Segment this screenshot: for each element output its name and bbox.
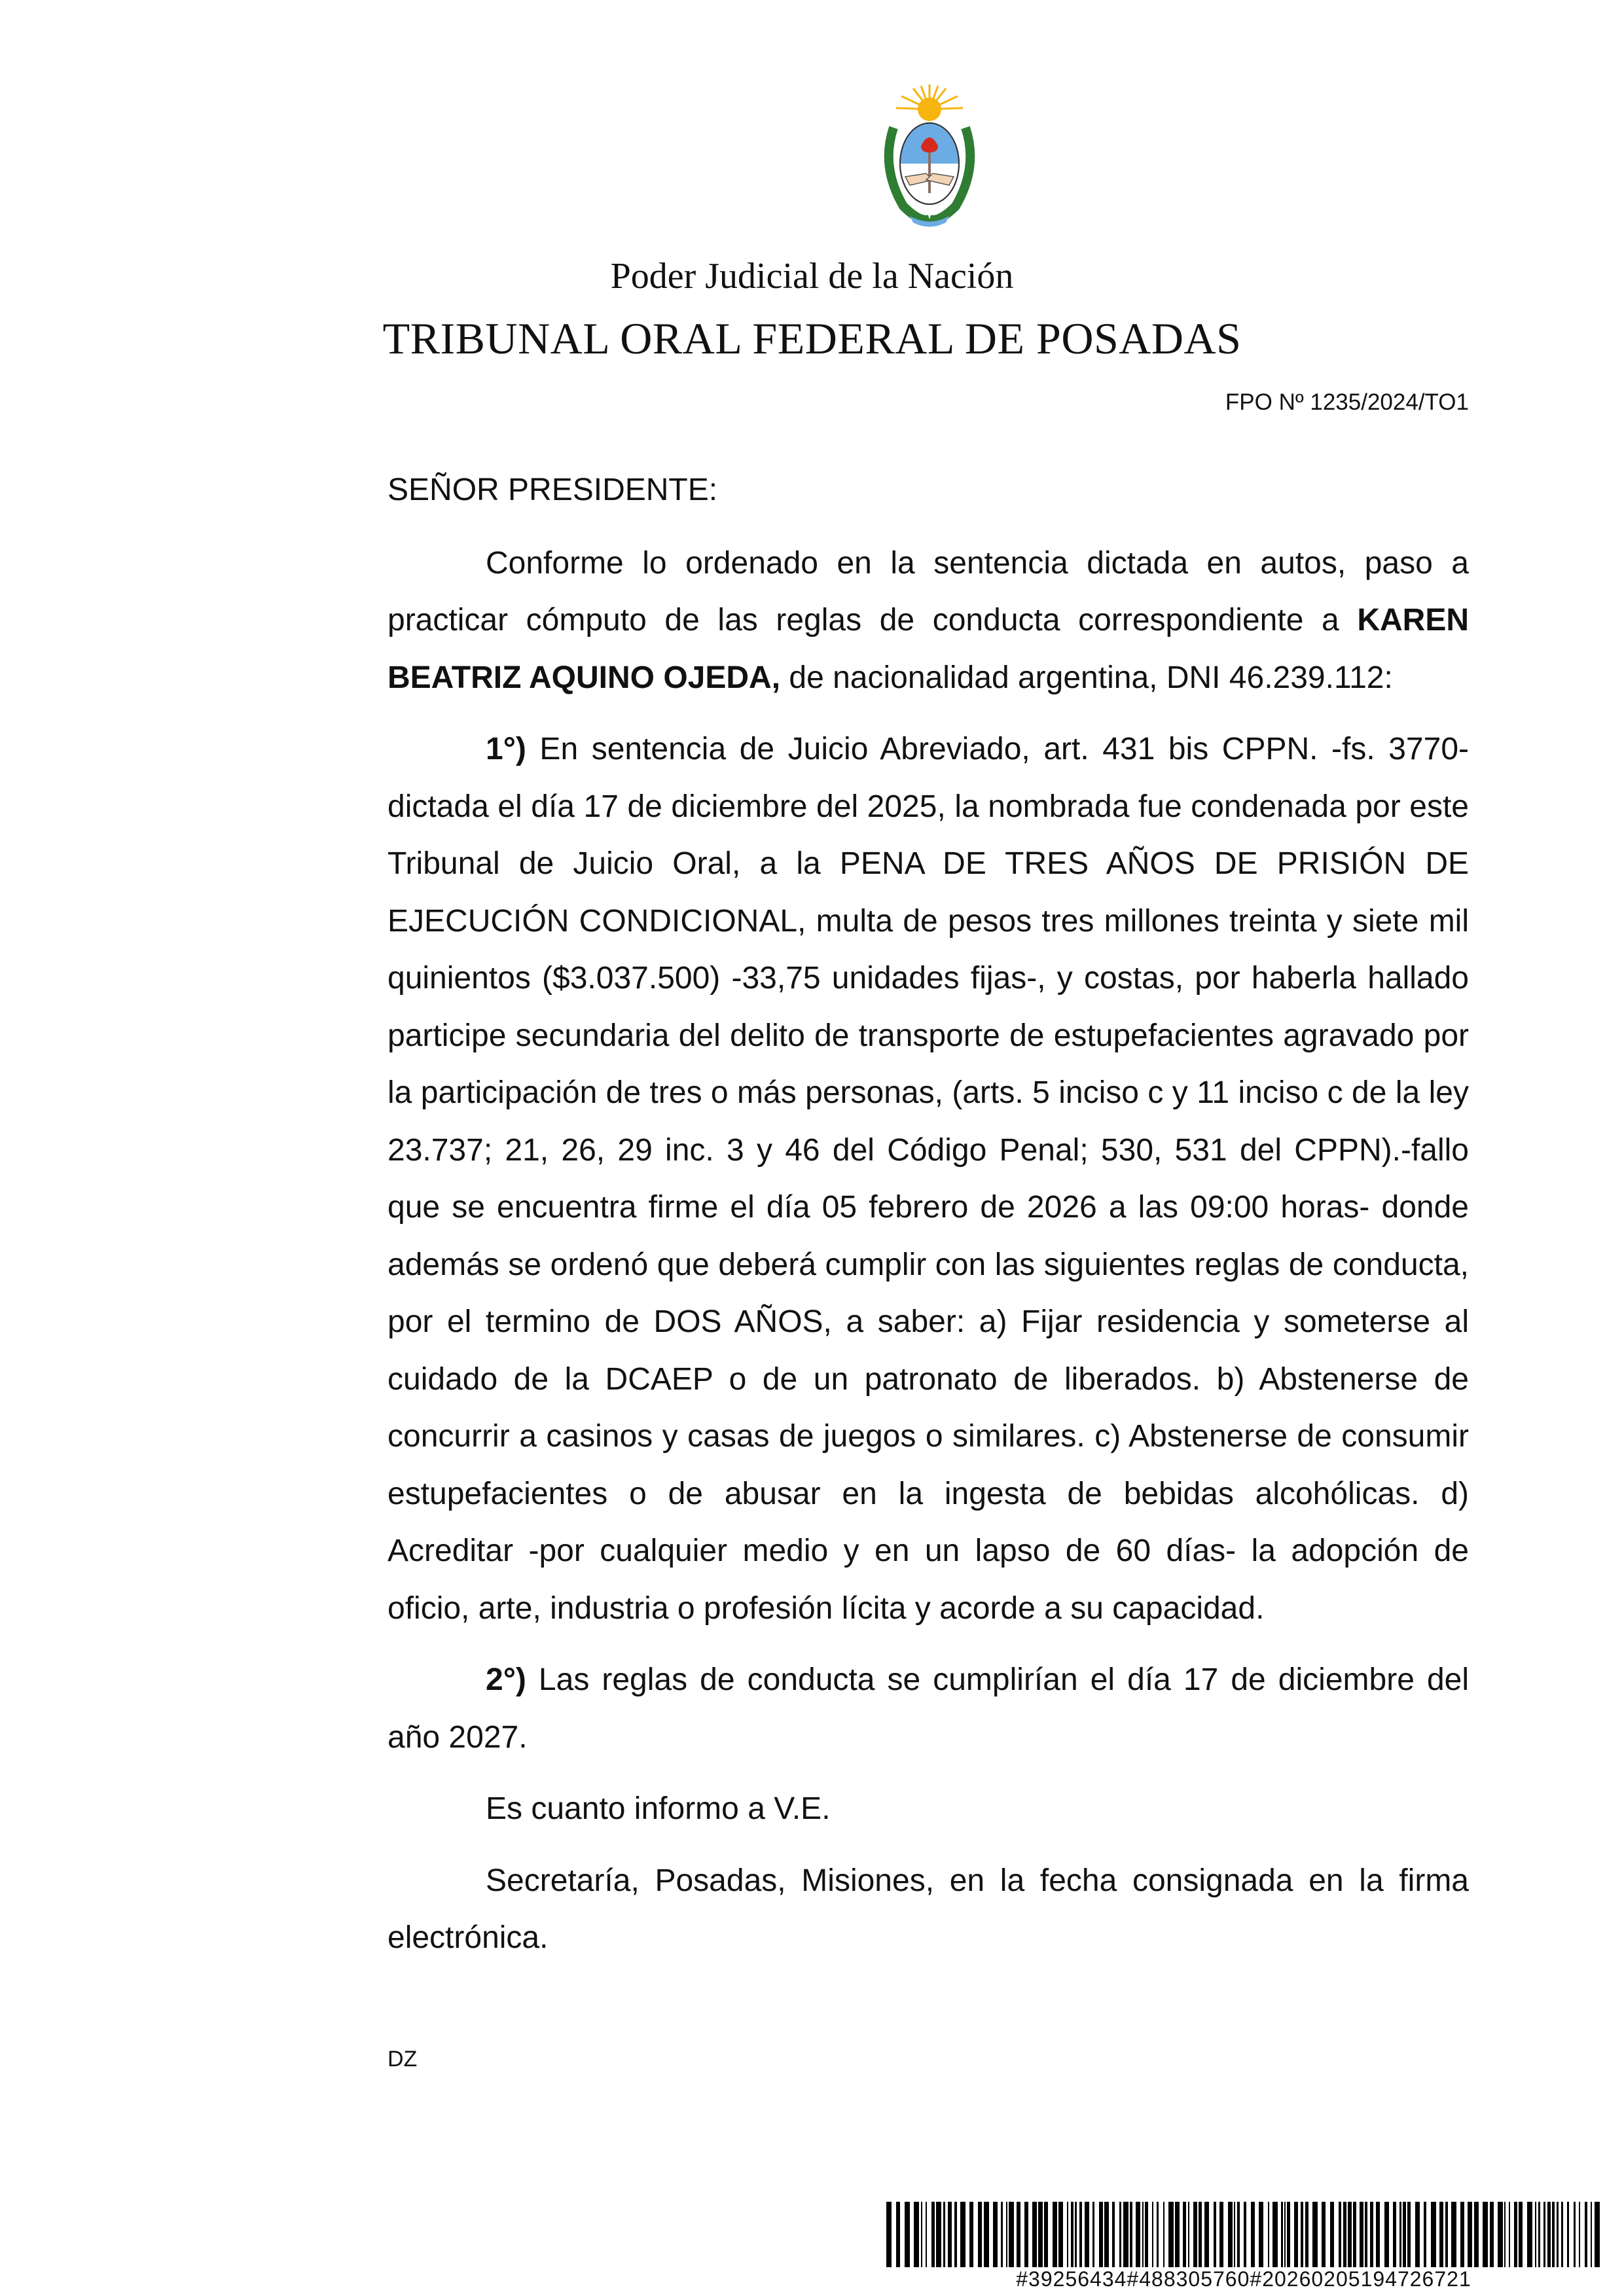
barcode-bar — [1468, 2202, 1472, 2267]
barcode-bar — [1490, 2202, 1494, 2267]
barcode-bar — [1561, 2202, 1563, 2267]
barcode-bar — [1445, 2202, 1448, 2267]
barcode-bar — [1112, 2202, 1115, 2267]
barcode-bar — [1219, 2202, 1223, 2267]
barcode-bar — [1353, 2202, 1356, 2267]
barcode-bar — [1504, 2202, 1506, 2267]
barcode-bar — [1339, 2202, 1341, 2267]
barcode-bar — [905, 2202, 910, 2267]
barcode-bar — [1322, 2202, 1326, 2267]
document-body — [388, 461, 1469, 1967]
item-2-paragraph — [388, 1651, 1469, 1766]
barcode-bar — [1058, 2202, 1063, 2267]
item-1-number: 1°) — [486, 732, 526, 766]
barcode-bar — [1199, 2202, 1202, 2267]
barcode-bar — [1585, 2202, 1587, 2267]
barcode-bar — [1228, 2202, 1233, 2267]
barcode-bar — [954, 2202, 957, 2267]
barcode-bar — [1407, 2202, 1411, 2267]
barcode-bar — [1514, 2202, 1517, 2267]
barcode — [884, 2202, 1604, 2267]
barcode-bar — [993, 2202, 998, 2267]
barcode-bar — [1384, 2202, 1389, 2267]
barcode-bar — [1294, 2202, 1298, 2267]
barcode-bar — [984, 2202, 989, 2267]
barcode-bar — [1305, 2202, 1308, 2267]
barcode-bar — [1431, 2202, 1436, 2267]
barcode-bar — [1287, 2202, 1290, 2267]
barcode-bar — [1168, 2202, 1174, 2267]
barcode-bar — [1591, 2202, 1592, 2267]
barcode-bar — [1415, 2202, 1420, 2267]
barcode-bar — [1130, 2202, 1132, 2267]
clerk-initials: DZ — [388, 2047, 418, 2072]
barcode-bar — [1393, 2202, 1396, 2267]
barcode-bar — [1006, 2202, 1007, 2267]
institution-name: Poder Judicial de la Nación — [610, 256, 1014, 296]
salutation: SEÑOR PRESIDENTE: — [388, 473, 718, 507]
intro-paragraph — [388, 535, 1469, 707]
barcode-bar — [1474, 2202, 1479, 2267]
barcode-bar — [1032, 2202, 1037, 2267]
intro-text-end: de nacionalidad argentina, DNI 46.239.112: — [780, 660, 1393, 695]
barcode-bar — [1123, 2202, 1128, 2267]
barcode-bar — [921, 2202, 922, 2267]
barcode-bar — [1038, 2202, 1043, 2267]
closing-report: Es cuanto informo a V.E. — [486, 1791, 831, 1826]
item-1-text: En sentencia de Juicio Abreviado, art. 431 bis CPPN. -fs. 3770- dictada el día 17 de diciembre del 2025, la nombrada fue condenada por este Tribunal de Juicio Oral, a la PENA DE TRES AÑOS DE PRISIÓN DE EJECUCIÓN CONDICIONAL, multa de pesos tres millones treinta y siete mil quinientos ($3.037.500) -33,75 unidades fijas-, y costas, por haberla hallado participe secundaria del delito de transporte de estupefacientes agravado por la participación de tres o más personas, (arts. 5 inciso c y 11 inciso c de la ley 23.737; 21, 26, 29 inc. 3 y 46 del Código Penal; 530, 531 del CPPN).-fallo que se encuentra firme el día 05 febrero de 2026 a las 09:00 horas- donde además se ordenó que deberá cumplir con las siguientes reglas de conducta, por el termino de DOS AÑOS, a saber: a) Fijar residencia y someterse al cuidado de la DCAEP o de un patronato de liberados. b) Abstenerse de concurrir a casinos y casas de juegos o similares. c) Abstenerse de consumir estupefacientes o de abusar en la ingesta de bebidas alcohólicas. d) Acreditar -por cualquier medio y en un lapso de 60 días- la adopción de oficio, arte, industria o profesión lícita y acorde a su capacidad. — [388, 732, 1469, 1626]
barcode-bar — [1259, 2202, 1263, 2267]
barcode-bar — [978, 2202, 982, 2267]
barcode-bar — [1175, 2202, 1180, 2267]
court-name: TRIBUNAL ORAL FEDERAL DE POSADAS — [382, 314, 1242, 363]
barcode-bar — [1044, 2202, 1048, 2267]
barcode-bar — [1552, 2202, 1555, 2267]
barcode-bar — [1193, 2202, 1197, 2267]
barcode-bar — [1595, 2202, 1600, 2267]
barcode-bar — [1085, 2202, 1089, 2267]
barcode-bar — [1399, 2202, 1401, 2267]
barcode-bar — [1251, 2202, 1255, 2267]
barcode-bar — [1075, 2202, 1077, 2267]
barcode-bar — [1424, 2202, 1426, 2267]
barcode-bar — [1330, 2202, 1334, 2267]
barcode-bar — [1451, 2202, 1456, 2267]
barcode-bar — [1547, 2202, 1551, 2267]
barcode-bar — [1272, 2202, 1278, 2267]
barcode-bar — [1312, 2202, 1318, 2267]
barcode-bar — [1579, 2202, 1580, 2267]
barcode-bar — [1509, 2202, 1510, 2267]
barcode-bar — [1519, 2202, 1523, 2267]
barcode-text: #39256434#488305760#20260205194726721 — [1016, 2267, 1471, 2291]
barcode-bar — [914, 2202, 919, 2267]
barcode-bar — [1157, 2202, 1159, 2267]
barcode-bar — [943, 2202, 945, 2267]
barcode-bar — [886, 2202, 892, 2267]
barcode-bar — [1535, 2202, 1536, 2267]
barcode-bar — [1017, 2202, 1020, 2267]
item-1-paragraph — [388, 721, 1469, 1637]
barcode-bar — [1301, 2202, 1303, 2267]
barcode-bar — [1136, 2202, 1140, 2267]
barcode-bar — [1188, 2202, 1189, 2267]
barcode-bar — [931, 2202, 935, 2267]
barcode-bar — [1403, 2202, 1406, 2267]
barcode-bar — [1001, 2202, 1003, 2267]
barcode-bar — [1574, 2202, 1576, 2267]
barcode-bar — [948, 2202, 952, 2267]
barcode-bar — [1365, 2202, 1367, 2267]
barcode-bar — [1237, 2202, 1240, 2267]
barcode-bar — [1343, 2202, 1346, 2267]
barcode-bar — [1557, 2202, 1559, 2267]
item-2-text: Las reglas de conducta se cumplirían el día 17 de diciembre del año 2027. — [388, 1662, 1469, 1755]
barcode-bar — [936, 2202, 941, 2267]
barcode-bar — [1244, 2202, 1246, 2267]
barcode-bar — [1145, 2202, 1148, 2267]
barcode-bar — [1567, 2202, 1569, 2267]
barcode-bar — [1527, 2202, 1532, 2267]
barcode-bar — [1204, 2202, 1209, 2267]
barcode-bar — [1119, 2202, 1121, 2267]
barcode-bar — [1163, 2202, 1164, 2267]
barcode-bar — [1071, 2202, 1074, 2267]
barcode-bar — [1067, 2202, 1068, 2267]
closing-location: Secretaría, Posadas, Misiones, en la fecha consignada en la firma electrónica. — [388, 1863, 1469, 1955]
barcode-bar — [960, 2202, 965, 2267]
barcode-bar — [1370, 2202, 1373, 2267]
barcode-bar — [1538, 2202, 1540, 2267]
barcode-bar — [1079, 2202, 1082, 2267]
barcode-bar — [1024, 2202, 1028, 2267]
barcode-bar — [1183, 2202, 1186, 2267]
intro-text: Conforme lo ordenado en la sentencia dictada en autos, paso a practicar cómputo de las reglas de conducta correspondiente a — [388, 545, 1469, 637]
barcode-bar — [1439, 2202, 1443, 2267]
national-coat-of-arms-icon — [874, 82, 985, 232]
barcode-bar — [1360, 2202, 1363, 2267]
case-number: FPO Nº 1235/2024/TO1 — [1225, 389, 1469, 415]
barcode-bar — [1053, 2202, 1057, 2267]
defendant-name: KAREN BEATRIZ AQUINO OJEDA, — [388, 603, 1469, 695]
barcode-bar — [1460, 2202, 1464, 2267]
barcode-bar — [1009, 2202, 1014, 2267]
barcode-bar — [969, 2202, 973, 2267]
barcode-bar — [926, 2202, 927, 2267]
barcode-bar — [1234, 2202, 1235, 2267]
barcode-bar — [1348, 2202, 1352, 2267]
barcode-bar — [1268, 2202, 1269, 2267]
barcode-bar — [1284, 2202, 1286, 2267]
barcode-bar — [1498, 2202, 1503, 2267]
barcode-bar — [1281, 2202, 1283, 2267]
barcode-bar — [1376, 2202, 1380, 2267]
barcode-bar — [1543, 2202, 1545, 2267]
barcode-bar — [1099, 2202, 1103, 2267]
barcode-bar — [1483, 2202, 1488, 2267]
barcode-bar — [1152, 2202, 1153, 2267]
item-2-number: 2°) — [486, 1662, 526, 1697]
barcode-bar — [1104, 2202, 1109, 2267]
barcode-bar — [1214, 2202, 1216, 2267]
barcode-bar — [896, 2202, 900, 2267]
barcode-bar — [1142, 2202, 1144, 2267]
barcode-bar — [1092, 2202, 1094, 2267]
